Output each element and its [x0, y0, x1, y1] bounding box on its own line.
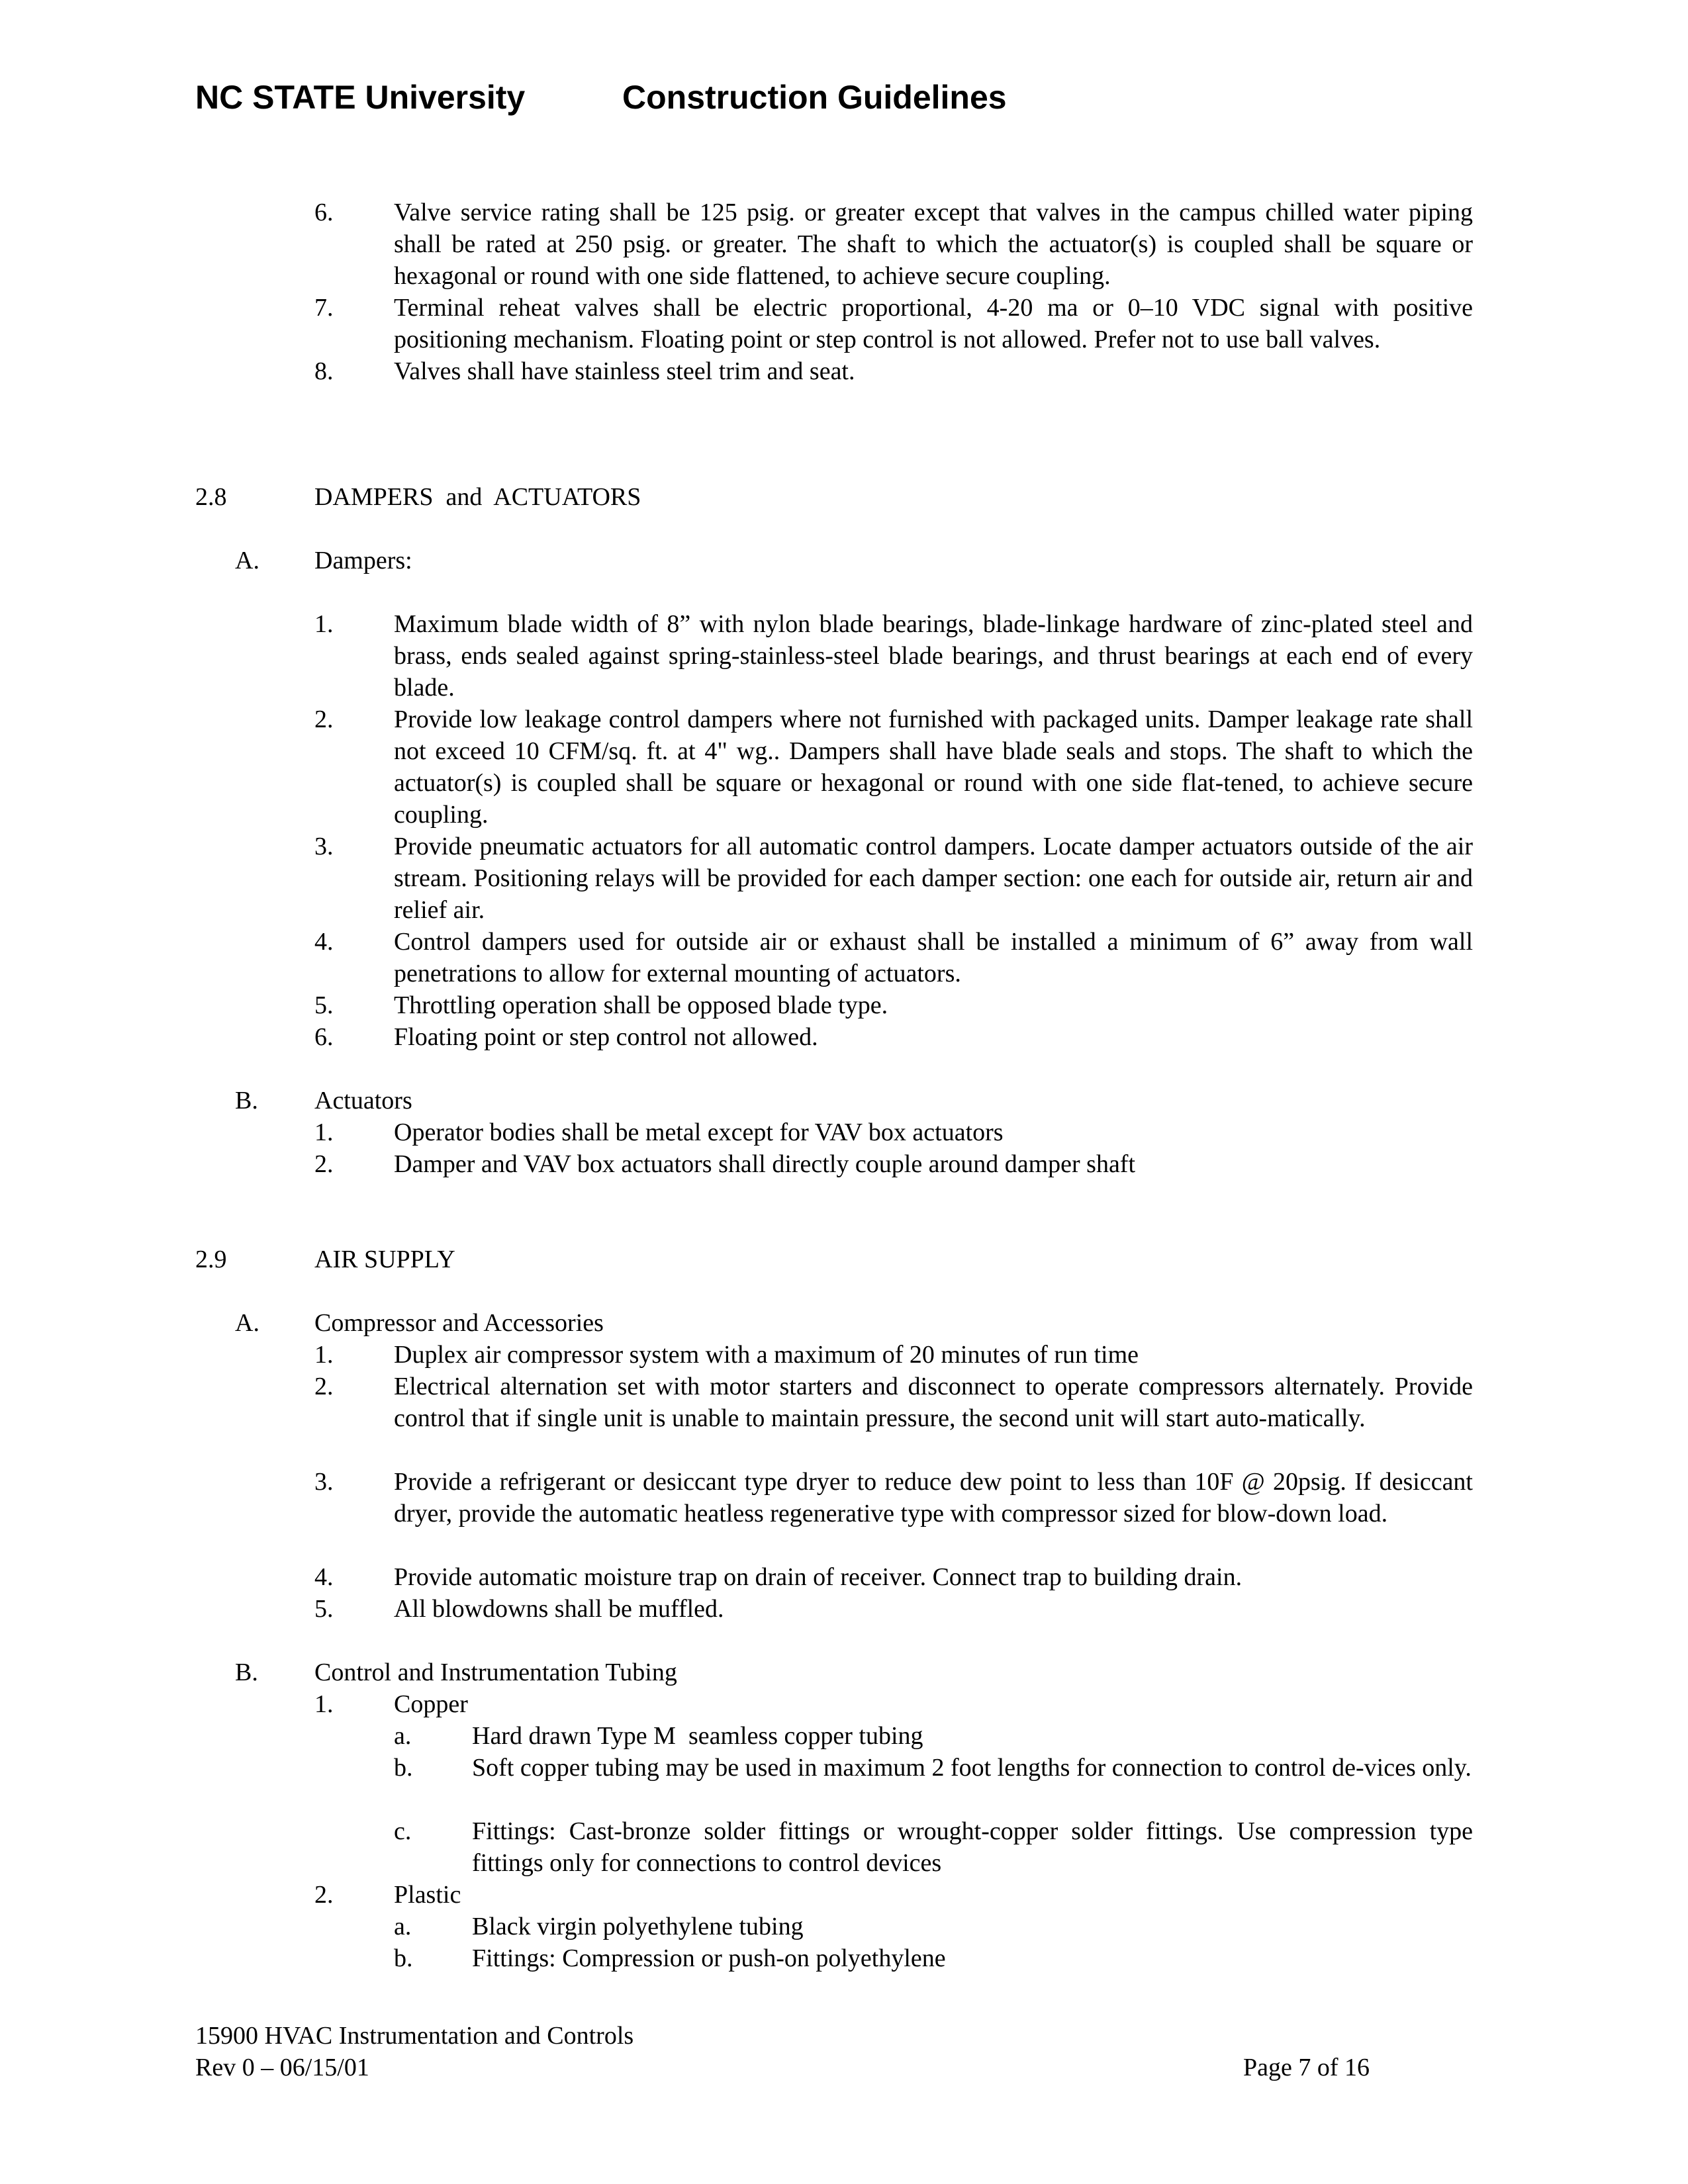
- list-item-text: Terminal reheat valves shall be electric proportional, 4-20 ma or 0–10 VDC signal with positive positioning mechanism. Floating point or step control is not allowed. Prefer not to use ball valves.: [394, 294, 1473, 353]
- section-number: 2.9: [195, 1246, 227, 1273]
- list-item-text: Provide a refrigerant or desiccant type dryer to reduce dew point to less than 10F @ 20psig. If desiccant dryer, provide the automatic heatless regenerative type with compressor sized for blow-down load.: [394, 1468, 1473, 1527]
- list-item-number: 2.: [314, 1373, 334, 1400]
- list-item-text: Duplex air compressor system with a maximum of 20 minutes of run time: [394, 1341, 1139, 1369]
- list-item-number: 8.: [314, 357, 334, 385]
- list-item-text: Maximum blade width of 8” with nylon blade bearings, blade-linkage hardware of zinc-plated steel and brass, ends sealed against spring-stainless-steel blade bearings, and thrust bearings at each end of every blade.: [394, 610, 1473, 702]
- list-item-text: Operator bodies shall be metal except for VAV box actuators: [394, 1118, 1004, 1146]
- list-item-number: 1.: [314, 1118, 334, 1146]
- footer-page-number: Page 7 of 16: [1243, 2054, 1370, 2081]
- list-item-title: Copper: [394, 1690, 468, 1718]
- header-org: NC STATE University: [195, 79, 526, 116]
- sub-item-letter: a.: [394, 1913, 412, 1940]
- list-item-number: 7.: [314, 294, 334, 322]
- list-item-number: 1.: [314, 610, 334, 638]
- list-item-number: 2.: [314, 705, 334, 733]
- list-item-text: Damper and VAV box actuators shall directly couple around damper shaft: [394, 1150, 1136, 1178]
- header-title: Construction Guidelines: [622, 79, 1007, 116]
- footer-revision: Rev 0 – 06/15/01: [195, 2054, 369, 2081]
- list-item-text: Provide pneumatic actuators for all automatic control dampers. Locate damper actuators outside of the air stream. Positioning relays will be provided for each damper section: one each for outside air, return air and relief air.: [394, 833, 1473, 924]
- list-item-number: 4.: [314, 1563, 334, 1591]
- list-item-text: Provide automatic moisture trap on drain of receiver. Connect trap to building drain.: [394, 1563, 1243, 1591]
- sub-item-text: Hard drawn Type M seamless copper tubing: [472, 1722, 923, 1750]
- subsection-title: Actuators: [314, 1087, 412, 1115]
- list-item-text: Control dampers used for outside air or exhaust shall be installed a minimum of 6” away from wall penetrations to allow for external mounting of actuators.: [394, 928, 1473, 987]
- sub-item-letter: c.: [394, 1817, 412, 1845]
- subsection-title: Compressor and Accessories: [314, 1309, 604, 1337]
- subsection-letter: A.: [235, 547, 259, 574]
- list-item-title: Plastic: [394, 1881, 461, 1909]
- sub-item-text: Black virgin polyethylene tubing: [472, 1913, 804, 1940]
- footer-doc-title: 15900 HVAC Instrumentation and Controls: [195, 2022, 634, 2050]
- sub-item-text: Fittings: Compression or push-on polyethylene: [472, 1944, 946, 1972]
- list-item-text: All blowdowns shall be muffled.: [394, 1595, 724, 1623]
- list-item-number: 3.: [314, 1468, 334, 1496]
- subsection-title: Dampers:: [314, 547, 412, 574]
- sub-item-letter: b.: [394, 1944, 413, 1972]
- section-title: DAMPERS and ACTUATORS: [314, 483, 641, 511]
- sub-item-text: Soft copper tubing may be used in maximum 2 foot lengths for connection to control de-vices only.: [472, 1754, 1472, 1782]
- section-number: 2.8: [195, 483, 227, 511]
- sub-item-letter: b.: [394, 1754, 413, 1782]
- list-item-number: 1.: [314, 1341, 334, 1369]
- list-item-text: Floating point or step control not allowed.: [394, 1023, 818, 1051]
- list-item-text: Throttling operation shall be opposed blade type.: [394, 991, 888, 1019]
- list-item-number: 5.: [314, 991, 334, 1019]
- section-title: AIR SUPPLY: [314, 1246, 455, 1273]
- list-item-number: 6.: [314, 1023, 334, 1051]
- list-item-text: Valve service rating shall be 125 psig. or greater except that valves in the campus chilled water piping shall be rated at 250 psig. or greater. The shaft to which the actuator(s) is coupled shall be square or hexagonal or round with one side flattened, to achieve secure coupling.: [394, 199, 1473, 290]
- sub-item-text: Fittings: Cast-bronze solder fittings or wrought-copper solder fittings. Use compression type fittings only for connections to control devices: [472, 1817, 1473, 1877]
- subsection-letter: B.: [235, 1659, 258, 1686]
- list-item-number: 4.: [314, 928, 334, 956]
- list-item-number: 1.: [314, 1690, 334, 1718]
- list-item-number: 2.: [314, 1150, 334, 1178]
- list-item-number: 6.: [314, 199, 334, 226]
- list-item-text: Valves shall have stainless steel trim and seat.: [394, 357, 855, 385]
- list-item-number: 5.: [314, 1595, 334, 1623]
- subsection-letter: B.: [235, 1087, 258, 1115]
- subsection-letter: A.: [235, 1309, 259, 1337]
- sub-item-letter: a.: [394, 1722, 412, 1750]
- subsection-title: Control and Instrumentation Tubing: [314, 1659, 677, 1686]
- list-item-number: 2.: [314, 1881, 334, 1909]
- list-item-text: Provide low leakage control dampers where not furnished with packaged units. Damper leakage rate shall not exceed 10 CFM/sq. ft. at 4" wg.. Dampers shall have blade seals and stops. The shaft to which the actuator(s) is coupled shall be square or hexagonal or round with one side flat-tened, to achieve secure coupling.: [394, 705, 1473, 829]
- list-item-text: Electrical alternation set with motor starters and disconnect to operate compressors alternately. Provide control that if single unit is unable to maintain pressure, the second unit will start auto-matically.: [394, 1373, 1473, 1432]
- list-item-number: 3.: [314, 833, 334, 860]
